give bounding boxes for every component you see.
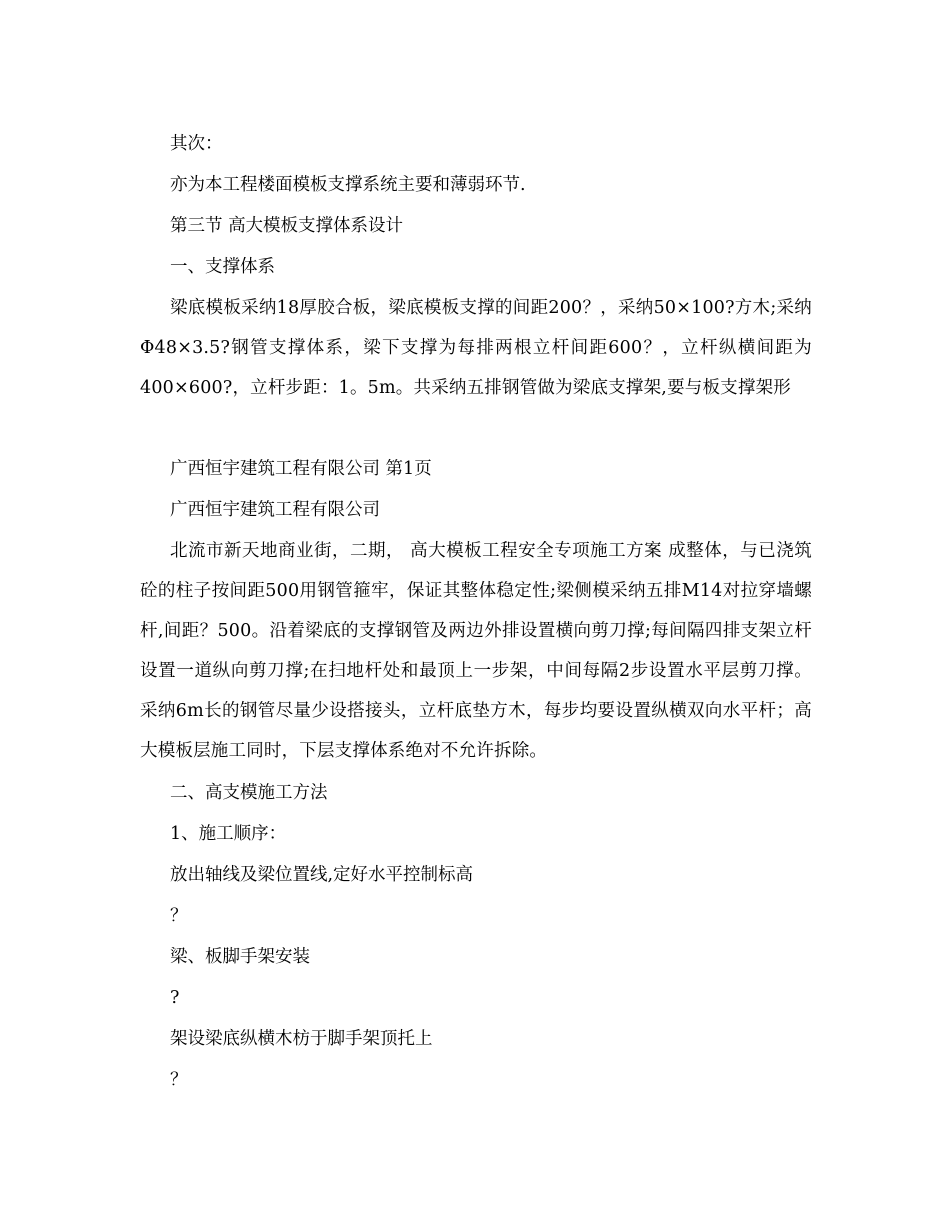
step-arrow-3: ？ [170, 1070, 188, 1090]
section-heading: 第三节 高大模板支撑体系设计 [170, 216, 404, 236]
page-footer-line: 广西恒宇建筑工程有限公司 第1页 [170, 459, 432, 479]
paragraph-bracing: 北流市新天地商业街，二期， 高大模板工程安全专项施工方案 成整体，与已浇筑砼的柱子按间距500用钢管箍牢，保证其整体稳定性;梁侧模采纳五排M14对拉穿墙螺杆,间距？500。沿着梁底的支撑钢管及两边外排设置横向剪刀撑;每间隔四排支架立杆设置一道纵向剪刀撑;在扫地杆处和最顶上一步架，中间每隔2步设置水平层剪刀撑。采纳6m长的钢管尽量少设搭接头，立杆底垫方木，每步均要设置纵横双向水平杆；高大模板层施工同时，下层支撑体系绝对不允许拆除。 [140, 541, 812, 761]
document-body [140, 124, 812, 1101]
step-axis-lines: 放出轴线及梁位置线,定好水平控制标高 [170, 865, 474, 885]
step-arrow-1: ？ [170, 906, 188, 926]
paragraph-beam-formwork: 梁底模板采纳18厚胶合板，梁底模板支撑的间距200？，采纳50×100?方木;采纳Φ48×3.5?钢管支撑体系，梁下支撑为每排两根立杆间距600？，立杆纵横间距为400×600?，立杆步距：1。5m。共采纳五排钢管做为梁底支撑架,要与板支撑架形 [140, 298, 812, 398]
text-line-sequence: 1、施工顺序： [170, 824, 287, 844]
text-line-weak-link: 亦为本工程楼面模板支撑系统主要和薄弱环节. [170, 175, 526, 195]
page-header-line: 广西恒宇建筑工程有限公司 [170, 500, 380, 520]
step-arrow-2: ? [170, 988, 180, 1008]
step-timber: 架设梁底纵横木枋于脚手架顶托上 [170, 1029, 433, 1049]
text-line-next: 其次： [170, 134, 223, 154]
subsection-heading-support-system: 一、支撑体系 [170, 257, 275, 277]
step-scaffold: 梁、板脚手架安装 [170, 947, 310, 967]
subsection-heading-construction-method: 二、高支模施工方法 [170, 783, 328, 803]
